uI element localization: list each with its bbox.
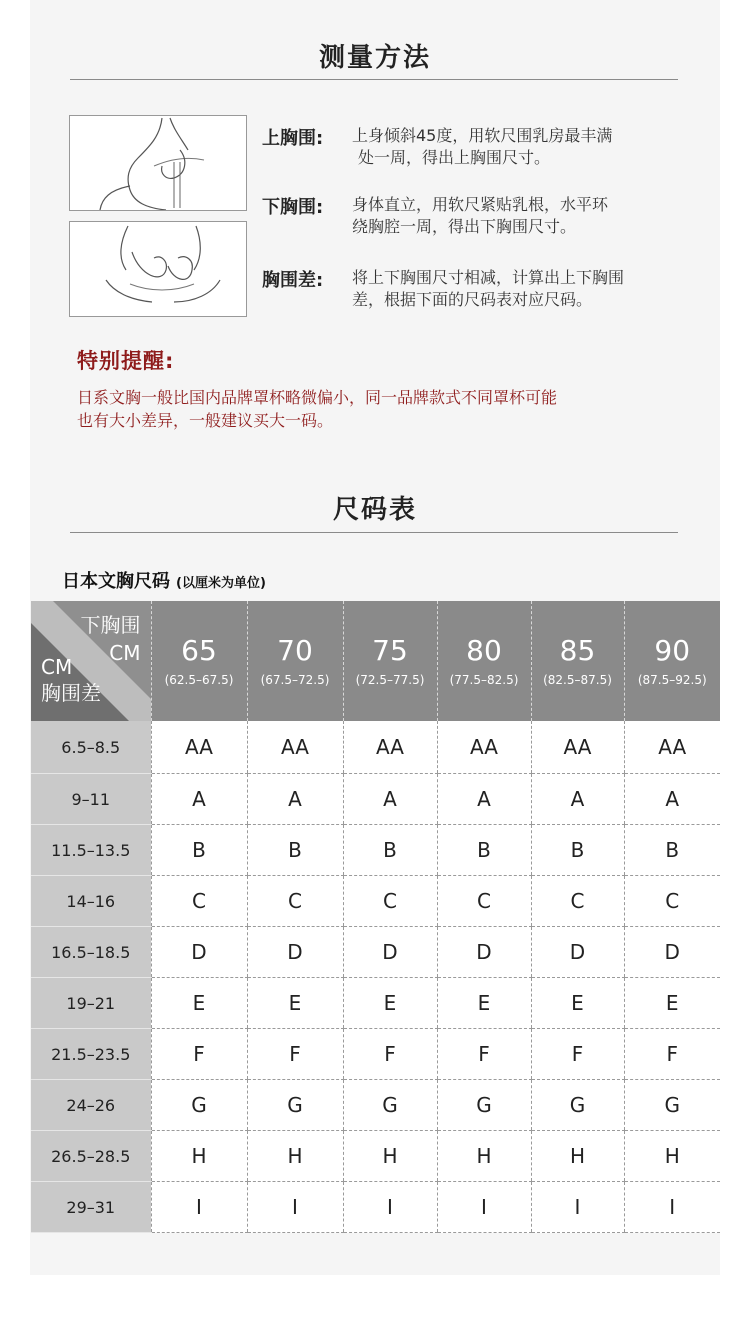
cup-size-cell: C bbox=[624, 876, 720, 927]
cup-size-cell: B bbox=[624, 825, 720, 876]
cup-size-cell: G bbox=[247, 1080, 343, 1131]
cup-size-cell: F bbox=[151, 1029, 247, 1080]
cup-size-cell: F bbox=[437, 1029, 531, 1080]
under-bust-desc: 身体直立，用软尺紧贴乳根，水平环 绕胸腔一周，得出下胸围尺寸。 bbox=[352, 195, 609, 236]
cup-size-cell: A bbox=[531, 774, 624, 825]
cup-size-cell: D bbox=[151, 927, 247, 978]
upper-bust-desc: 上身倾斜45度，用软尺围乳房最丰满 处一周，得出上胸围尺寸。 bbox=[352, 126, 613, 167]
table-row bbox=[31, 1182, 720, 1233]
cup-size-cell: AA bbox=[531, 721, 624, 774]
cup-size-cell: F bbox=[624, 1029, 720, 1080]
cup-size-cell: AA bbox=[151, 721, 247, 774]
special-note-title: 特别提醒: bbox=[77, 349, 175, 373]
table-row bbox=[31, 1029, 720, 1080]
band-header-70: 70 (67.5–72.5) bbox=[247, 601, 343, 721]
cup-size-cell: D bbox=[437, 927, 531, 978]
cup-size-cell: H bbox=[437, 1131, 531, 1182]
cup-size-cell: AA bbox=[247, 721, 343, 774]
cup-size-cell: H bbox=[247, 1131, 343, 1182]
cup-size-cell: G bbox=[343, 1080, 437, 1131]
bust-difference-cell: 21.5–23.5 bbox=[31, 1029, 151, 1080]
table-row bbox=[31, 1080, 720, 1131]
cup-size-cell: AA bbox=[343, 721, 437, 774]
table-corner-cell bbox=[31, 601, 151, 721]
bust-difference-cell: 26.5–28.5 bbox=[31, 1131, 151, 1182]
cup-size-cell: H bbox=[343, 1131, 437, 1182]
size-table-header-row bbox=[31, 601, 720, 721]
bust-difference-cell: 24–26 bbox=[31, 1080, 151, 1131]
table-row bbox=[31, 876, 720, 927]
table-row bbox=[31, 774, 720, 825]
table-row bbox=[31, 927, 720, 978]
cup-size-cell: A bbox=[247, 774, 343, 825]
cup-size-cell: A bbox=[437, 774, 531, 825]
cup-size-cell: H bbox=[624, 1131, 720, 1182]
cup-size-cell: H bbox=[531, 1131, 624, 1182]
cup-size-cell: E bbox=[624, 978, 720, 1029]
cup-size-cell: I bbox=[624, 1182, 720, 1233]
cup-size-cell: E bbox=[343, 978, 437, 1029]
band-header-65: 65 (62.5–67.5) bbox=[151, 601, 247, 721]
cup-size-cell: E bbox=[247, 978, 343, 1029]
cup-size-cell: I bbox=[437, 1182, 531, 1233]
cup-size-cell: B bbox=[437, 825, 531, 876]
band-header-80: 80 (77.5–82.5) bbox=[437, 601, 531, 721]
cup-size-cell: E bbox=[151, 978, 247, 1029]
cup-size-cell: F bbox=[247, 1029, 343, 1080]
cup-size-cell: D bbox=[343, 927, 437, 978]
cup-size-cell: B bbox=[151, 825, 247, 876]
cup-size-cell: G bbox=[437, 1080, 531, 1131]
corner-unit-left: CM bbox=[41, 655, 73, 679]
cup-size-cell: C bbox=[343, 876, 437, 927]
cup-size-cell: I bbox=[151, 1182, 247, 1233]
cup-size-cell: A bbox=[151, 774, 247, 825]
bust-difference-desc: 将上下胸围尺寸相减，计算出上下胸围 差，根据下面的尺码表对应尺码。 bbox=[352, 268, 625, 309]
cup-size-cell: H bbox=[151, 1131, 247, 1182]
cup-size-cell: C bbox=[531, 876, 624, 927]
cup-size-cell: B bbox=[247, 825, 343, 876]
table-row bbox=[31, 978, 720, 1029]
band-header-85: 85 (82.5–87.5) bbox=[531, 601, 624, 721]
bust-difference-cell: 6.5–8.5 bbox=[31, 721, 151, 774]
cup-size-cell: C bbox=[437, 876, 531, 927]
size-chart-title-rule bbox=[70, 532, 678, 533]
cup-size-cell: AA bbox=[624, 721, 720, 774]
special-note-text: 日系文胸一般比国内品牌罩杯略微偏小，同一品牌款式不同罩杯可能 也有大小差异，一般建议买大一码。 bbox=[77, 388, 558, 430]
cup-size-cell: C bbox=[151, 876, 247, 927]
bust-difference-cell: 9–11 bbox=[31, 774, 151, 825]
cup-size-cell: AA bbox=[437, 721, 531, 774]
cup-size-cell: G bbox=[151, 1080, 247, 1131]
cup-size-cell: F bbox=[343, 1029, 437, 1080]
upper-bust-illustration bbox=[69, 115, 247, 211]
table-row bbox=[31, 1131, 720, 1182]
bust-difference-cell: 19–21 bbox=[31, 978, 151, 1029]
cup-size-cell: E bbox=[531, 978, 624, 1029]
measure-section-title: 测量方法 bbox=[318, 43, 431, 73]
cup-size-cell: I bbox=[343, 1182, 437, 1233]
cup-size-cell: B bbox=[343, 825, 437, 876]
cup-size-cell: I bbox=[531, 1182, 624, 1233]
bust-difference-label: 胸围差: bbox=[262, 270, 324, 291]
table-row bbox=[31, 825, 720, 876]
bust-difference-cell: 29–31 bbox=[31, 1182, 151, 1233]
size-table bbox=[31, 601, 720, 1233]
under-bust-illustration bbox=[69, 221, 247, 317]
cup-size-cell: D bbox=[624, 927, 720, 978]
cup-size-cell: I bbox=[247, 1182, 343, 1233]
corner-bust-diff-label: 胸围差 bbox=[41, 681, 101, 705]
cup-size-cell: D bbox=[531, 927, 624, 978]
band-header-90: 90 (87.5–92.5) bbox=[624, 601, 720, 721]
corner-unit-right: CM bbox=[109, 641, 141, 665]
cup-size-cell: A bbox=[624, 774, 720, 825]
band-header-75: 75 (72.5–77.5) bbox=[343, 601, 437, 721]
size-chart-section-title: 尺码表 bbox=[332, 495, 417, 525]
bust-difference-cell: 11.5–13.5 bbox=[31, 825, 151, 876]
cup-size-cell: F bbox=[531, 1029, 624, 1080]
under-bust-label: 下胸围: bbox=[262, 197, 324, 218]
size-table-title: 日本文胸尺码 (以厘米为单位) bbox=[62, 571, 266, 592]
cup-size-cell: D bbox=[247, 927, 343, 978]
bust-difference-cell: 14–16 bbox=[31, 876, 151, 927]
cup-size-cell: C bbox=[247, 876, 343, 927]
corner-under-bust-label: 下胸围 bbox=[80, 613, 141, 637]
upper-bust-label: 上胸围: bbox=[262, 128, 324, 149]
cup-size-cell: G bbox=[624, 1080, 720, 1131]
bust-difference-cell: 16.5–18.5 bbox=[31, 927, 151, 978]
cup-size-cell: A bbox=[343, 774, 437, 825]
cup-size-cell: B bbox=[531, 825, 624, 876]
measure-title-rule bbox=[70, 79, 678, 80]
size-table-unit: (以厘米为单位) bbox=[176, 576, 266, 591]
cup-size-cell: G bbox=[531, 1080, 624, 1131]
cup-size-cell: E bbox=[437, 978, 531, 1029]
table-row bbox=[31, 721, 720, 774]
